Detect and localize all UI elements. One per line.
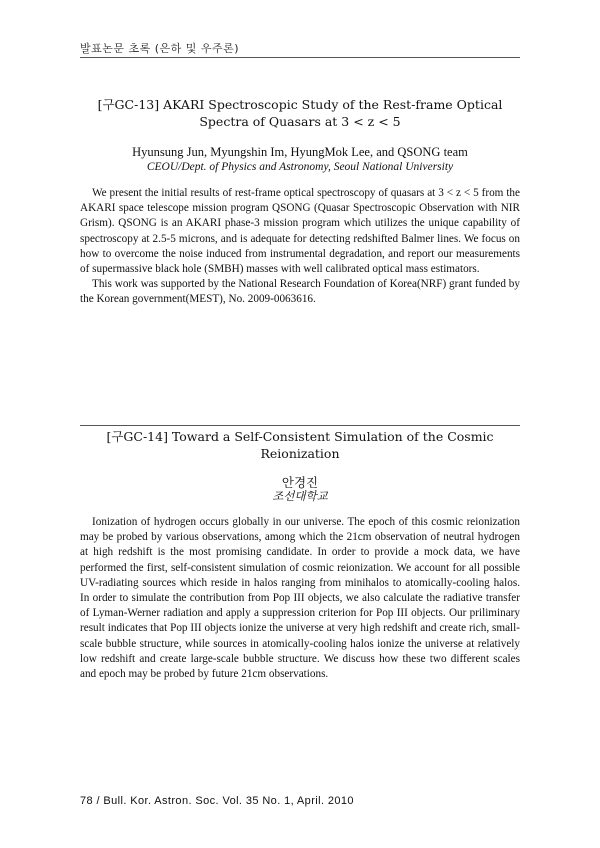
page-footer-citation: 78 / Bull. Kor. Astron. Soc. Vol. 35 No. 1, April. 2010: [80, 795, 354, 807]
abstract-2-body: [80, 515, 520, 682]
abstract-1-authors: Hyunsung Jun, Myungshin Im, HyungMok Lee, and QSONG team: [132, 145, 468, 159]
abstract-1-paragraph-2: This work was supported by the National Research Foundation of Korea(NRF) grant funded by the Korean government(MEST), No. 2009-0063616.: [80, 278, 520, 306]
abstract-1-affiliation: CEOU/Dept. of Physics and Astronomy, Seoul National University: [146, 161, 454, 173]
journal-section-header: 발표논문 초록 (은하 및 우주론): [80, 42, 240, 55]
abstract-1-paragraph-1: We present the initial results of rest-frame optical spectroscopy of quasars at 3 < z < 5 from the AKARI space telescope mission program QSONG (Quasar Spectroscopic Observation with NIR Grism). QSONG is an AKARI phase-3 mission program which utilizes the unique capability of spectroscopy at 2.5-5 microns, and is adequate for detecting redshifted Balmer lines. We focus on how to overcome the noise induced from instrumental degradation, and report our measurements of supermassive black hole (SMBH) masses with well calibrated optical mass estimators.: [80, 187, 520, 276]
abstract-1-title: [구GC-13] AKARI Spectroscopic Study of the Rest-frame Optical Spectra of Quasars at 3 < z < 5: [97, 97, 503, 129]
section-divider: [80, 425, 520, 426]
abstract-2-title: [구GC-14] Toward a Self-Consistent Simulation of the Cosmic Reionization: [106, 429, 494, 461]
abstract-1-body: [80, 186, 520, 308]
abstract-2-authors: 안경진: [281, 476, 319, 490]
abstract-2-paragraph-1: Ionization of hydrogen occurs globally in our universe. The epoch of this cosmic reionization may be probed by various observations, among which the 21cm observation of neutral hydrogen at high redshift is the most promising candidate. In order to provide a mock data, we have performed the first, self-consistent simulation of cosmic reionization. We account for all possible UV-radiating sources which reside in halos ranging from minihalos to atomically-cooling halos. In order to simulate the contribution from Pop III objects, we also calculate the radiative transfer of Lyman-Werner radiation and apply a suppression criterion for Pop III objects. Our priliminary result indicates that Pop III objects ionize the universe at very high redshift and create rich, small-scale bubble structure, while sources in atomically-cooling halos ionize the universe at relatively low redshift and create large-scale bubble structure. We discuss how these two different scales and epoch may be probed by future 21cm observations.: [80, 516, 520, 681]
abstract-2-affiliation: 조선대학교: [272, 491, 328, 503]
header-rule: [80, 57, 520, 58]
